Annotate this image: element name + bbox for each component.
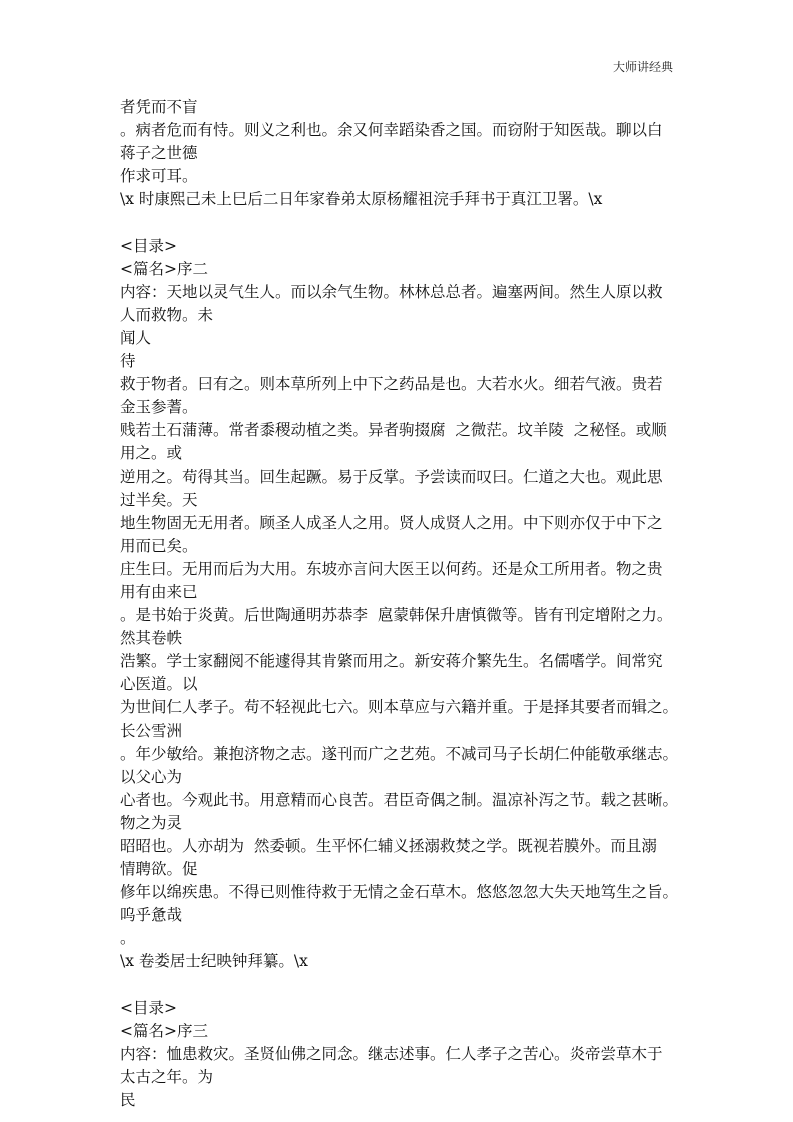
text-line: 然其卷帙	[120, 629, 183, 648]
document-body	[120, 96, 680, 1112]
text-line: 太古之年。为	[120, 1067, 214, 1086]
text-line: 昭昭也。人亦胡为 然委顿。生平怀仁辅义拯溺救焚之学。既视若膜外。而且溺	[120, 837, 657, 855]
text-line: 人而救物。未	[120, 305, 214, 324]
page-header	[613, 58, 673, 75]
text-line: 以父心为	[120, 767, 183, 786]
text-line: <目录>	[120, 236, 177, 255]
text-line: 内容：天地以灵气生人。而以余气生物。林林总总者。遍塞两间。然生人原以救	[120, 282, 663, 301]
text-line: 内容：恤患救灾。圣贤仙佛之同念。继志述事。仁人孝子之苦心。炎帝尝草木于	[120, 1044, 663, 1063]
text-line: \x 卷娄居士纪映钟拜纂。\x	[120, 952, 308, 971]
text-line: 金玉参蓍。	[120, 398, 198, 417]
text-line: 为世间仁人孝子。苟不轻视此七六。则本草应与六籍并重。于是择其要者而辑之。	[120, 698, 679, 717]
text-line: 情聘欲。促	[120, 860, 198, 879]
text-line: 用有由来已	[120, 582, 198, 601]
text-line: 蒋子之世德	[120, 144, 198, 163]
blank-line	[120, 211, 680, 234]
text-line: 者凭而不盲	[120, 98, 198, 116]
text-line: <目录>	[120, 998, 177, 1017]
text-line: 呜乎惫哉	[120, 906, 183, 925]
text-line: 民	[120, 1091, 136, 1110]
text-line: 救于物者。曰有之。则本草所列上中下之药品是也。大若水火。细若气液。贵若	[120, 375, 663, 394]
text-line: 待	[120, 352, 136, 371]
text-line: 逆用之。苟得其当。回生起蹶。易于反掌。予尝读而叹曰。仁道之大也。观此思	[120, 467, 663, 486]
text-line: 浩繁。学士家翻阅不能遽得其肯綮而用之。新安蒋介繁先生。名儒嗜学。间常究	[120, 652, 663, 671]
text-line: <篇名>序三	[120, 1021, 208, 1040]
text-line: 庄生曰。无用而后为大用。东坡亦言问大医王以何药。还是众工所用者。物之贵	[120, 559, 663, 578]
text-line: 心者也。今观此书。用意精而心良苦。君臣奇偶之制。温凉补泻之节。载之甚晰。	[120, 790, 679, 809]
blank-line	[120, 974, 680, 997]
text-line: 闻人	[120, 328, 152, 347]
text-line: 。病者危而有恃。则义之利也。余又何幸蹈染香之国。而窃附于知医哉。聊以白	[120, 121, 663, 140]
text-line: 长公雪洲	[120, 721, 183, 740]
text-line: 心医道。以	[120, 675, 198, 694]
text-line: 。是书始于炎黄。后世陶通明苏恭李 扈蒙韩保升唐慎微等。皆有刊定增附之力。	[120, 606, 673, 625]
text-line: 地生物固无无用者。顾圣人成圣人之用。贤人成贤人之用。中下则亦仅于中下之	[120, 513, 663, 532]
header-title: 大师讲经典	[612, 60, 673, 74]
text-line: 用之。或	[120, 444, 183, 463]
text-line: 物之为灵	[120, 813, 183, 832]
text-line: 过半矣。天	[120, 490, 198, 509]
text-line: 。	[120, 929, 136, 948]
text-line: 。年少敏给。兼抱济物之志。遂刊而广之艺苑。不减司马子长胡仁仲能敬承继志。	[120, 744, 679, 763]
text-line: 贱若土石蒲薄。常者黍稷动植之类。异者驹掇腐 之微茫。坟羊陵 之秘怪。或顺	[120, 421, 667, 440]
text-line: <篇名>序二	[120, 259, 208, 278]
text-line: 修年以绵疾患。不得已则惟待救于无情之金石草木。悠悠忽忽大失天地笃生之旨。	[120, 883, 679, 902]
text-line: 作求可耳。	[120, 167, 198, 186]
text-line: 用而已矣。	[120, 536, 198, 555]
text-line: \x 时康熙己未上巳后二日年家眷弟太原杨耀祖浣手拜书于真江卫署。\x	[120, 190, 603, 209]
